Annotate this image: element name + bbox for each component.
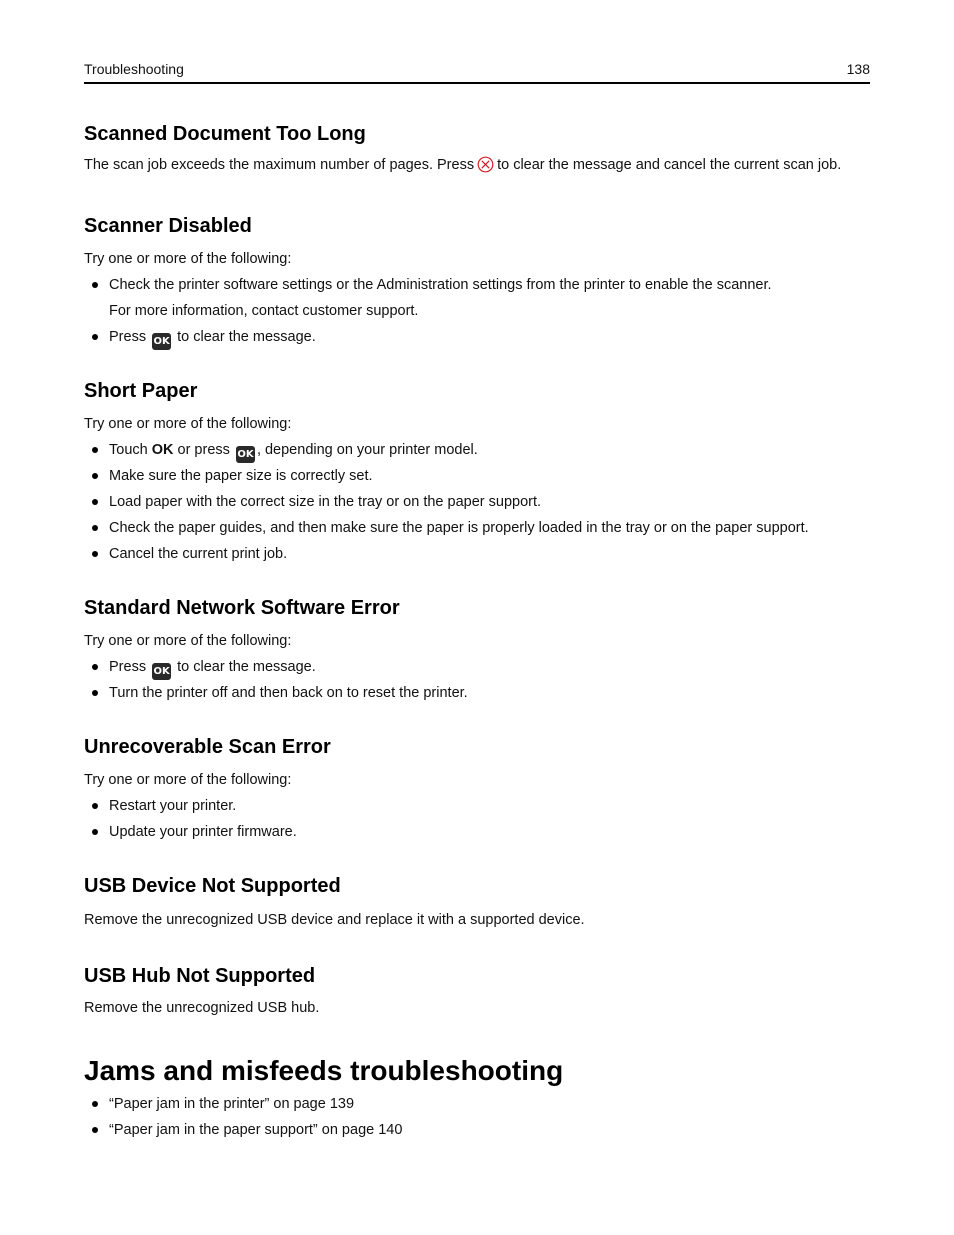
list-item: Make sure the paper size is correctly set. [84,463,884,489]
paragraph: The scan job exceeds the maximum number of pages. Press to clear the message and cancel the current scan job. [84,152,884,182]
section-usb-device-not-supported [84,872,884,933]
ok-button-icon: OK [236,446,255,463]
list-item: Press OK to clear the message. [84,324,884,350]
page-content [84,120,884,1143]
intro-text: Try one or more of the following: [84,251,292,267]
paragraph: Remove the unrecognized USB device and replace it with a supported device. [84,912,585,928]
intro-text: Try one or more of the following: [84,772,292,788]
section-heading: USB Device Not Supported [84,875,341,897]
section-jams-and-misfeeds [84,1053,884,1143]
section-scanner-disabled [84,212,884,350]
section-heading: Scanner Disabled [84,215,252,237]
section-heading: USB Hub Not Supported [84,965,316,987]
section-heading: Scanned Document Too Long [84,123,366,145]
list-item: Cancel the current print job. [84,541,884,567]
section-unrecoverable-scan-error [84,733,884,845]
section-heading: Standard Network Software Error [84,597,400,619]
page-header [84,60,870,84]
bullet-list [84,793,884,845]
section-usb-hub-not-supported [84,962,884,1021]
page-number: 138 [846,61,870,77]
link-paper-jam-paper-support[interactable]: “Paper jam in the paper support” on page 140 [84,1117,884,1143]
list-item: Load paper with the correct size in the tray or on the paper support. [84,489,884,515]
running-header-title: Troubleshooting [84,61,184,77]
list-item: Turn the printer off and then back on to reset the printer. [84,680,884,706]
intro-text: Try one or more of the following: [84,633,292,649]
bullet-list [84,272,884,350]
link-paper-jam-printer[interactable]: “Paper jam in the printer” on page 139 [84,1091,884,1117]
link-list [84,1091,884,1143]
list-item: Touch OK or press OK , depending on your printer model. [84,437,884,463]
intro-text: Try one or more of the following: [84,416,292,432]
section-heading: Unrecoverable Scan Error [84,736,331,758]
bullet-list [84,654,884,706]
list-item: Check the paper guides, and then make sure the paper is properly loaded in the tray or on the paper support. [84,515,884,541]
list-item: Check the printer software settings or the Administration settings from the printer to enable the scanner. For more information, contact customer support. [84,272,884,324]
section-scanned-document-too-long [84,120,884,182]
ok-button-icon: OK [152,663,171,680]
section-short-paper [84,377,884,567]
list-item: Update your printer firmware. [84,819,884,845]
section-heading: Short Paper [84,380,198,402]
paragraph: Remove the unrecognized USB hub. [84,1000,320,1016]
list-item: Restart your printer. [84,793,884,819]
chapter-heading: Jams and misfeeds troubleshooting [84,1055,564,1086]
section-standard-network-software-error [84,594,884,706]
stop-cancel-icon [477,156,494,182]
bullet-list [84,437,884,567]
ok-button-icon: OK [152,333,171,350]
list-item: Press OK to clear the message. [84,654,884,680]
